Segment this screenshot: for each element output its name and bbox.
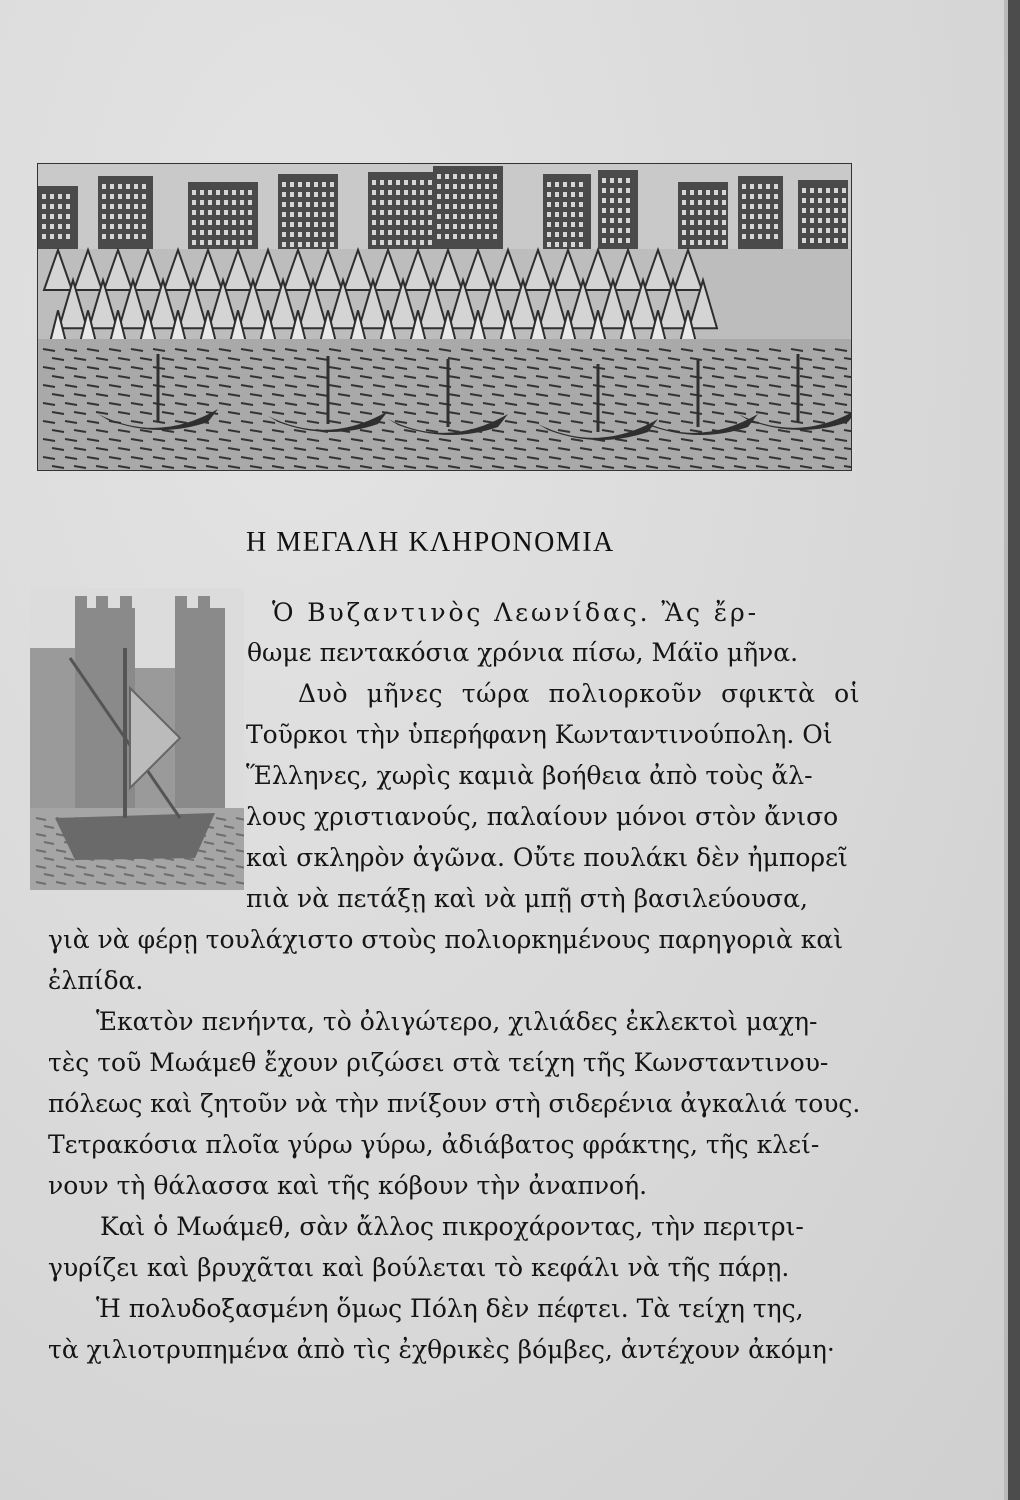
text-line: πόλεως καὶ ζητοῦν νὰ τὴν πνίξουν στὴ σιδερένια ἀγκαλιά τους.	[48, 1089, 861, 1118]
text-line: Ἡ πολυδοξασμένη ὅμως Πόλη δὲν πέφτει. Τὰ τείχη της,	[96, 1294, 804, 1323]
woodcut-illustration	[37, 163, 852, 471]
text-line: νουν τὴ θάλασσα καὶ τῆς κόβουν τὴν ἀναπνοή.	[48, 1171, 648, 1200]
text-line: Καὶ ὁ Μωάμεθ, σὰν ἄλλος πικροχάροντας, τὴν περιτρι-	[100, 1212, 804, 1241]
text-line: Ὁ Βυζαντινὸς Λεωνίδας. Ἂς ἔρ-	[272, 598, 760, 627]
text-line: πιὰ νὰ πετάξῃ καὶ νὰ μπῇ στὴ βασιλεύουσα,	[246, 884, 808, 913]
text-line: Ἑκατὸν πενήντα, τὸ ὀλιγώτερο, χιλιάδες ἐκλεκτοὶ μαχη-	[96, 1007, 818, 1036]
page-title: Η ΜΕΓΑΛΗ ΚΛΗΡΟΝΟΜΙΑ	[246, 527, 615, 558]
text-line: Ἕλληνες, χωρὶς καμιὰ βοήθεια ἀπὸ τοὺς ἄλ-	[246, 761, 813, 790]
text-line: λους χριστιανούς, παλαίουν μόνοι στὸν ἄνισο	[246, 802, 839, 831]
text-line: τὰ χιλιοτρυπημένα ἀπὸ τὶς ἐχθρικὲς βόμβες, ἀντέχουν ἀκόμη·	[48, 1335, 835, 1364]
text-line: γυρίζει καὶ βρυχᾶται καὶ βούλεται τὸ κεφάλι νὰ τῆς πάρῃ.	[48, 1253, 790, 1282]
text-line: θωμε πεντακόσια χρόνια πίσω, Μάϊο μῆνα.	[247, 638, 799, 667]
text-line: Δυὸ μῆνες τώρα πολιορκοῦν σφικτὰ οἱ	[298, 679, 861, 708]
text-line: Τοῦρκοι τὴν ὑπερήφανη Κωνταντινούπολη. Οἱ	[246, 720, 833, 749]
text-line: καὶ σκληρὸν ἀγῶνα. Οὔτε πουλάκι δὲν ἠμπορεῖ	[246, 843, 848, 872]
text-line: Τετρακόσια πλοῖα γύρω γύρω, ἀδιάβατος φράκτης, τῆς κλεί-	[48, 1130, 820, 1159]
text-line: τὲς τοῦ Μωάμεθ ἔχουν ριζώσει στὰ τείχη τῆς Κωνσταντινου-	[48, 1048, 829, 1077]
castle-ship-vignette	[30, 588, 244, 890]
book-binding-edge	[1008, 0, 1020, 1500]
text-line: ἐλπίδα.	[48, 966, 144, 995]
text-line: γιὰ νὰ φέρῃ τουλάχιστο στοὺς πολιορκημένους παρηγοριὰ καὶ	[48, 925, 844, 954]
